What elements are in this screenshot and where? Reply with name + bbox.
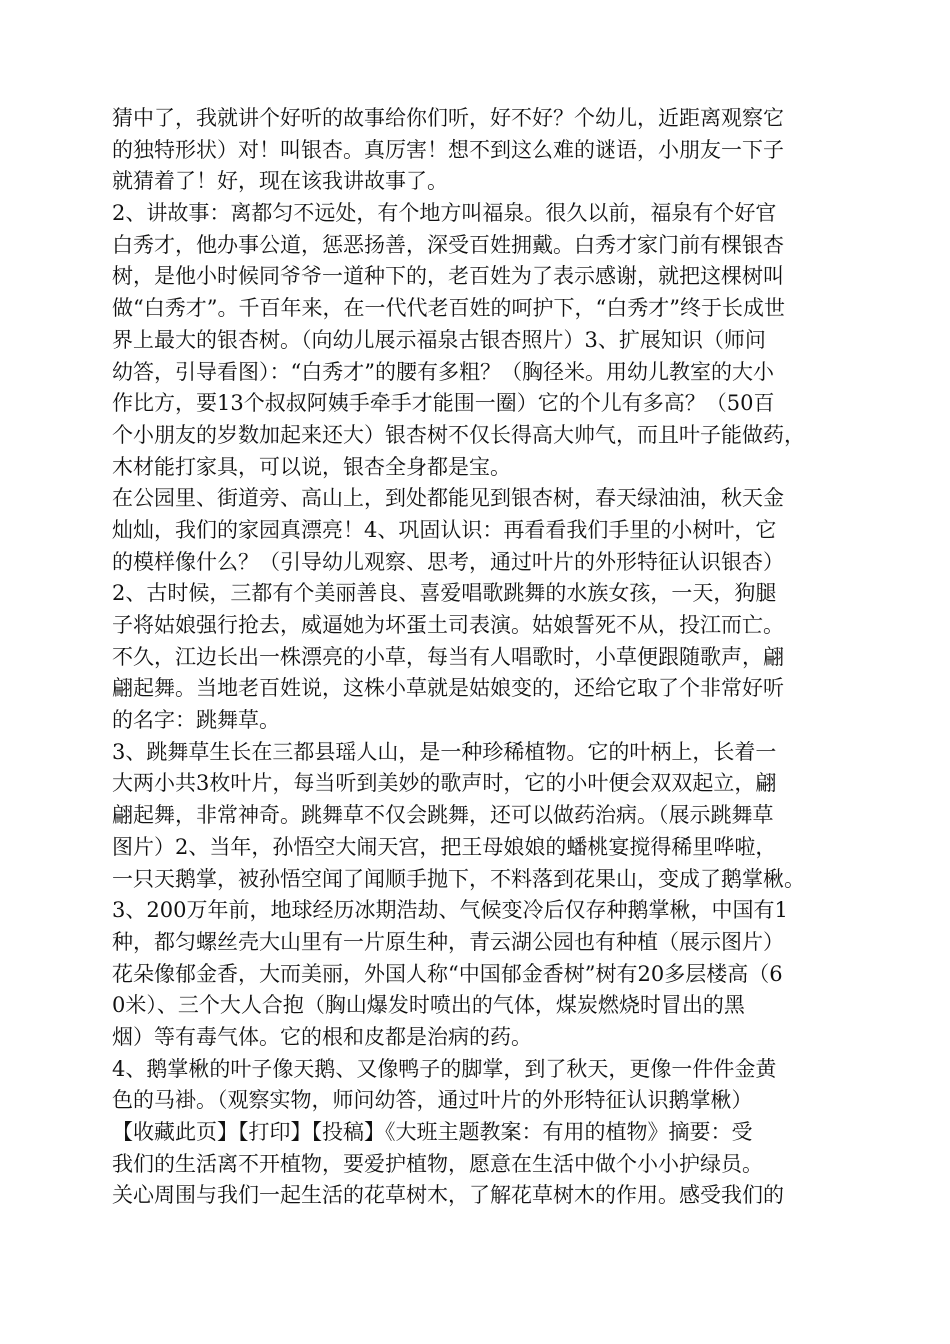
text-line: 界上最大的银杏树。（向幼儿展示福泉古银杏照片）3、扩展知识（师问 [112, 327, 766, 352]
text-line: 白秀才，他办事公道，惩恶扬善，深受百姓拥戴。白秀才家门前有棵银杏 [112, 232, 784, 257]
text-line: 花朵像郁金香，大而美丽，外国人称“中国郁金香树”树有20多层楼高（6 [112, 961, 783, 986]
text-line: 的独特形状）对！叫银杏。真厉害！想不到这么难的谜语，小朋友一下子 [112, 137, 784, 162]
text-line: 幼答，引导看图）：“白秀才”的腰有多粗？（胸径米。用幼儿教室的大小 [112, 359, 774, 384]
text-line: 翩起舞。当地老百姓说，这株小草就是姑娘变的，还给它取了个非常好听 [112, 676, 784, 701]
body-text [112, 103, 902, 1212]
text-line: 猜中了，我就讲个好听的故事给你们听，好不好？个幼儿，近距离观察它 [112, 106, 784, 130]
text-line: 就猜着了！好，现在该我讲故事了。 [112, 169, 448, 194]
text-line: 的模样像什么？（引导幼儿观察、思考，通过叶片的外形特征认识银杏） [112, 549, 784, 574]
text-line: 4、鹅掌楸的叶子像天鹅、又像鸭子的脚掌，到了秋天，更像一件件金黄 [112, 1056, 777, 1081]
text-line: 3、200万年前，地球经历冰期浩劫、气候变冷后仅存种鹅掌楸，中国有1 [112, 898, 788, 923]
text-line: 作比方，要13个叔叔阿姨手牵手才能围一圈）它的个儿有多高？（50百 [112, 391, 775, 416]
text-line: 的名字：跳舞草。 [112, 708, 280, 733]
text-line: 种，都匀螺丝壳大山里有一片原生种，青云湖公园也有种植（展示图片） [112, 929, 784, 954]
text-line: 翩起舞，非常神奇。跳舞草不仅会跳舞，还可以做药治病。（展示跳舞草 [112, 803, 774, 828]
text-line: 图片）2、当年，孙悟空大闹天宫，把王母娘娘的蟠桃宴搅得稀里哗啦， [112, 834, 777, 859]
text-line: 树，是他小时候同爷爷一道种下的，老百姓为了表示感谢，就把这棵树叫 [112, 264, 784, 289]
text-line: 烟）等有毒气体。它的根和皮都是治病的药。 [112, 1024, 532, 1049]
text-line: 2、讲故事：离都匀不远处，有个地方叫福泉。很久以前，福泉有个好官 [112, 201, 777, 226]
text-line: 在公园里、街道旁、高山上，到处都能见到银杏树，春天绿油油，秋天金 [112, 486, 784, 511]
text-line: 子将姑娘强行抢去，威逼她为坏蛋土司表演。姑娘誓死不从，投江而亡。 [112, 613, 784, 637]
text-line: 大两小共3枚叶片，每当听到美妙的歌声时，它的小叶便会双双起立，翩 [112, 771, 777, 796]
text-line: 木材能打家具，可以说，银杏全身都是宝。 [112, 454, 511, 479]
text-line: 0米）、三个大人合抱（胸山爆发时喷出的气体，煤炭燃烧时冒出的黑 [112, 993, 745, 1018]
text-line: 色的马褂。（观察实物，师问幼答，通过叶片的外形特征认识鹅掌楸） [112, 1088, 753, 1113]
text-line: 我们的生活离不开植物，要爱护植物，愿意在生活中做个小小护绿员。 [112, 1151, 763, 1176]
text-line: 【收藏此页】【打印】【投稿】《大班主题教案：有用的植物》摘要：受 [112, 1120, 753, 1144]
text-line: 2、古时候，三都有个美丽善良、喜爱唱歌跳舞的水族女孩，一天，狗腿 [112, 581, 777, 606]
text-line: 不久，江边长出一株漂亮的小草，每当有人唱歌时，小草便跟随歌声，翩 [112, 644, 784, 669]
text-line: 关心周围与我们一起生活的花草树木，了解花草树木的作用。感受我们的 [112, 1183, 784, 1208]
text-line: 灿灿，我们的家园真漂亮！4、巩固认识：再看看我们手里的小树叶，它 [112, 517, 777, 542]
text-line: 个小朋友的岁数加起来还大）银杏树不仅长得高大帅气，而且叶子能做药， [112, 422, 805, 447]
text-line: 做“白秀才”。千百年来，在一代代老百姓的呵护下，“白秀才”终于长成世 [112, 296, 785, 321]
text-line: 3、跳舞草生长在三都县瑶人山，是一种珍稀植物。它的叶柄上，长着一 [112, 739, 777, 764]
text-line: 一只天鹅掌，被孙悟空闻了闻顺手抛下，不料落到花果山，变成了鹅掌楸。 [112, 866, 805, 891]
